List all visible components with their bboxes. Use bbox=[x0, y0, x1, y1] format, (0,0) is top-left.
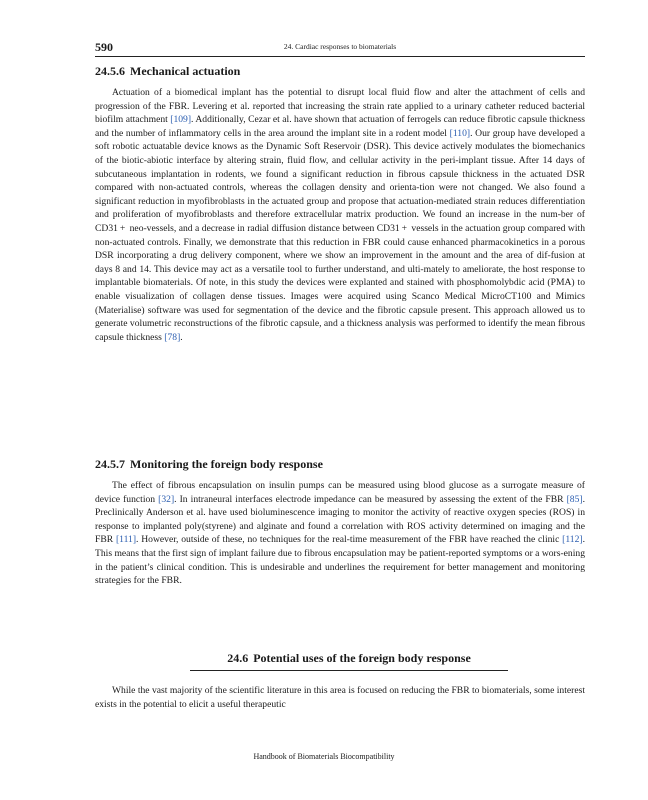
citation-link[interactable]: [85] bbox=[566, 493, 583, 505]
paragraph-mechanical-actuation bbox=[95, 86, 585, 344]
page-header bbox=[95, 40, 585, 57]
subsection-number: 24.5.7 bbox=[95, 457, 125, 471]
section-heading-block bbox=[190, 651, 508, 671]
section-title: Potential uses of the foreign body response bbox=[253, 651, 471, 665]
citation-link[interactable]: [112] bbox=[562, 534, 583, 546]
paragraph-potential-uses bbox=[95, 684, 585, 711]
text-run: Actuation of a biomedical implant has the potential to disrupt local fluid flow and alter the attachment of cells and progression of the FBR. Levering et al. reported that increasing the strain rate applied to a urinary catheter reduced bacterial biofilm attachment bbox=[95, 87, 585, 126]
citation-link[interactable]: [109] bbox=[170, 114, 192, 126]
page-number: 590 bbox=[95, 40, 113, 54]
citation-link[interactable]: [110] bbox=[449, 127, 471, 139]
citation-link[interactable]: [111] bbox=[115, 534, 137, 546]
running-head: 24. Cardiac responses to biomaterials bbox=[283, 42, 397, 51]
text-run: . bbox=[180, 331, 183, 343]
subsection-title: Mechanical actuation bbox=[130, 64, 241, 78]
section-number: 24.6 bbox=[227, 651, 249, 665]
text-run: . This means that the first sign of implant failure due to fibrous encapsulation may be patient-reported symptoms or a wors-ening in the patient’s clinical condition. This is undesirable and underlines the requirement for better management and monitoring strategies for the FBR. bbox=[95, 534, 585, 587]
citation-link[interactable]: [78] bbox=[164, 331, 181, 343]
text-run: . However, outside of these, no techniques for the real-time measurement of the FBR have reached the clinic bbox=[136, 534, 563, 546]
subsection-title: Monitoring the foreign body response bbox=[130, 457, 323, 471]
text-run: . In intraneural interfaces electrode impedance can be measured by assessing the extent of the FBR bbox=[174, 493, 567, 505]
citation-link[interactable]: [32] bbox=[158, 493, 175, 505]
text-run: The effect of fibrous encapsulation on insulin pumps can be measured using blood glucose as a surrogate measure of device function bbox=[95, 480, 585, 505]
text-run: . Our group have developed a soft robotic actuatable device knows as the Dynamic Soft Reservoir (DSR). This device actively modulates the biomechanics of the biotic-abiotic interface by altering strain, fluid flow, and cellular activity in the peri-implant tissue. After 14 days of subcutaneous implantation in rodents, we found a significant reduction in fibrous capsule thickness in the actuated DSR compared with non-actuated controls, whereas the collagen density and orienta-tion were not changed. We also found a significant reduction in myofibroblasts in the actuated group and propose that actuation-mediated strain reduces differentiation and proliferation of myofibroblasts and therefore extracellular matrix production. We found an increase in the num-ber of CD31 + neo-vessels, and a decrease in radial diffusion distance between CD31 + vessels in the actuation group compared with non-actuated controls. Finally, we demonstrate that this reduction in FBR could cause enhanced pharmacokinetics in a porous DSR incorporating a drug delivery component, where we show an improvement in the amount and the area of dif-fusion at days 8 and 14. This device may act as a versatile tool to further understand, and ulti-mately to ameliorate, the host response to implantable biomaterials. Of note, in this study the devices were explanted and stained with phosphomolybdic acid (PMA) to enable visualization of collagen dense tissues. Images were acquired using Scanco Medical MicroCT100 and Mimics (Materialise) software was used for segmentation of the device and the fibrotic capsule present. This approach allowed us to generate volumetric reconstructions of the fibrotic capsule, and a thickness analysis was performed to identify the mean fibrous capsule thickness bbox=[95, 127, 585, 343]
text-run: While the vast majority of the scientific literature in this area is focused on reducing the FBR to biomaterials, some interest exists in the potential to elicit a useful therapeutic bbox=[95, 685, 585, 710]
page-footer: Handbook of Biomaterials Biocompatibility bbox=[253, 752, 395, 761]
subsection-heading-monitoring-fbr bbox=[95, 457, 323, 472]
subsection-number: 24.5.6 bbox=[95, 64, 125, 78]
subsection-heading-mechanical-actuation bbox=[95, 64, 240, 79]
text-run: . Preclinically Anderson et al. have used bioluminescence imaging to monitor the activity of reactive oxygen species (ROS) in response to implanted poly(styrene) and alginate and found a correlation with ROS activity determined on imaging and the FBR bbox=[95, 493, 585, 546]
text-run: . Additionally, Cezar et al. have shown that actuation of ferrogels can reduce fibrotic capsule thickness and the number of inflammatory cells in the area around the implant site in a rodent model bbox=[95, 114, 585, 139]
paragraph-monitoring-fbr bbox=[95, 479, 585, 588]
section-heading-potential-uses bbox=[190, 651, 508, 666]
